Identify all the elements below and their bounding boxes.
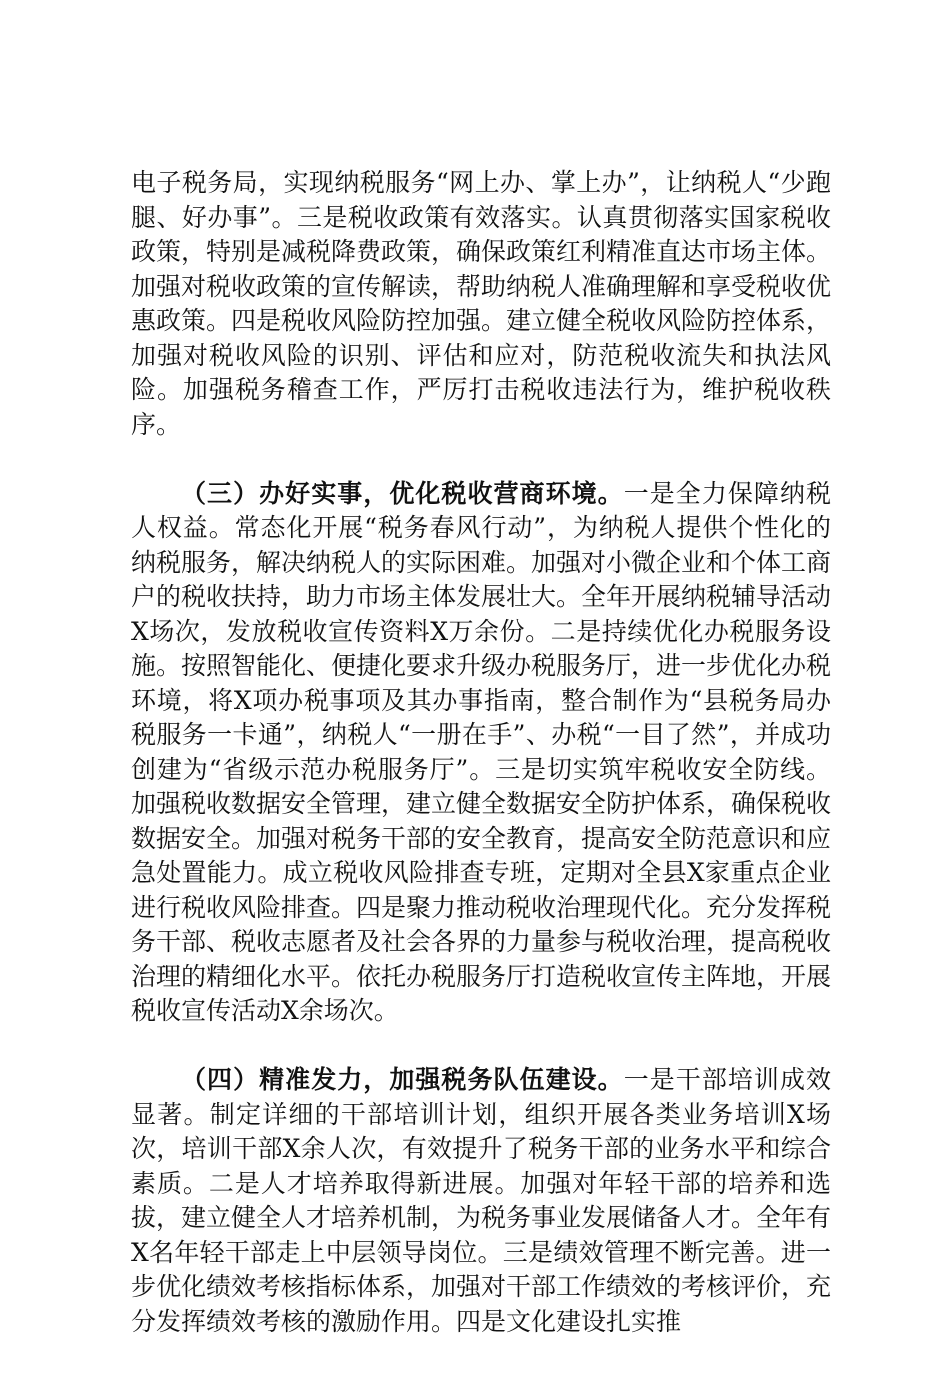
document-body bbox=[131, 166, 831, 1374]
paragraph-body-text: 一是全力保障纳税人权益。常态化开展“税务春风行动”，为纳税人提供个性化的纳税服务，解决纳税人的实际困难。加强对小微企业和个体工商户的税收扶持，助力市场主体发展壮大。全年开展纳税辅导活动X场次，发放税收宣传资料X万余份。二是持续优化办税服务设施。按照智能化、便捷化要求升级办税服务厅，进一步优化办税环境，将X项办税事项及其办事指南，整合制作为“县税务局办税服务一卡通”，纳税人“一册在手”、办税“一目了然”，并成功创建为“省级示范办税服务厅”。三是切实筑牢税收安全防线。加强税收数据安全管理，建立健全数据安全防护体系，确保税收数据安全。加强对税务干部的安全教育，提高安全防范意识和应急处置能力。成立税收风险排查专班，定期对全县X家重点企业进行税收风险排查。四是聚力推动税收治理现代化。充分发挥税务干部、税收志愿者及社会各界的力量参与税收治理，提高税收治理的精细化水平。依托办税服务厅打造税收宣传主阵地，开展税收宣传活动X余场次。 bbox=[131, 478, 832, 1025]
section-heading-three: （三）办好实事，优化税收营商环境。 bbox=[181, 478, 624, 508]
paragraph-body-text: 一是干部培训成效显著。制定详细的干部培训计划，组织开展各类业务培训X场次，培训干部X余人次，有效提升了税务干部的业务水平和综合素质。二是人才培养取得新进展。加强对年轻干部的培养和选拔，建立健全人才培养机制，为税务事业发展储备人才。全年有X名年轻干部走上中层领导岗位。三是绩效管理不断完善。进一步优化绩效考核指标体系，加强对干部工作绩效的考核评价，充分发挥绩效考核的激励作用。四是文化建设扎实推 bbox=[131, 1065, 832, 1336]
section-heading-four: （四）精准发力，加强税务队伍建设。 bbox=[181, 1065, 624, 1094]
paragraph-continuation bbox=[131, 166, 831, 442]
paragraph-body-text: 电子税务局，实现纳税服务“网上办、掌上办”，让纳税人“少跑腿、好办事”。三是税收政策有效落实。认真贯彻落实国家税收政策，特别是减税降费政策，确保政策红利精准直达市场主体。加强对税收政策的宣传解读，帮助纳税人准确理解和享受税收优惠政策。四是税收风险防控加强。建立健全税收风险防控体系，加强对税收风险的识别、评估和应对，防范税收流失和执法风险。加强税务稽查工作，严厉打击税收违法行为，维护税收秩序。 bbox=[131, 168, 832, 439]
paragraph-section-four bbox=[131, 1063, 831, 1339]
paragraph-section-three bbox=[131, 477, 831, 1029]
